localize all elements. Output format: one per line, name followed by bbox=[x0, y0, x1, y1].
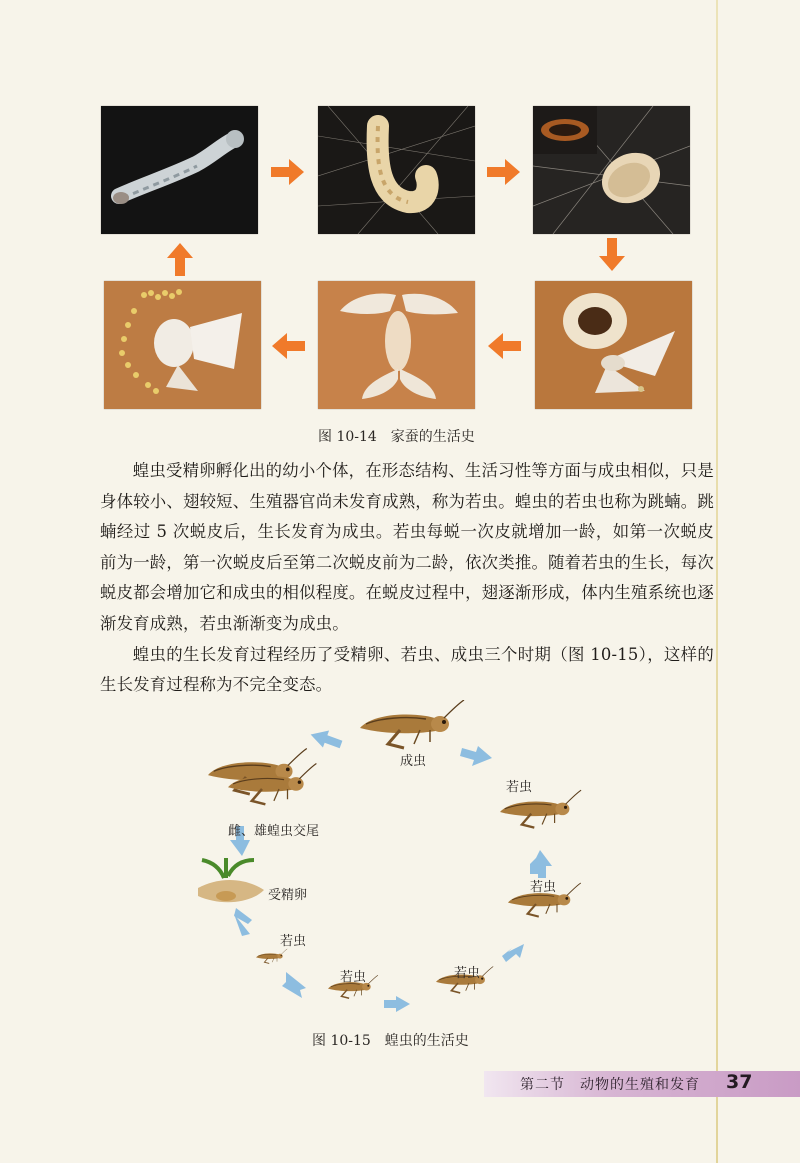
figure-caption-locust: 图 10-15 蝗虫的生活史 bbox=[312, 1033, 469, 1049]
photo-moth-mating bbox=[318, 281, 475, 409]
photo-silkworm-spinning bbox=[318, 106, 475, 234]
arrow-left-icon bbox=[487, 332, 521, 360]
arrow-left-icon bbox=[271, 332, 305, 360]
label-nymph-4: 若虫 bbox=[530, 880, 557, 895]
label-mating: 雌、雄蝗虫交尾 bbox=[228, 824, 320, 839]
paragraph-1: 蝗虫受精卵孵化出的幼小个体，在形态结构、生活习性等方面与成虫相似，只是身体较小、翅较短、生殖器官尚未发育成熟，称为若虫。蝗虫的若虫也称为跳蝻。跳蝻经过 5 次蜕皮后，生长发育为成虫。若虫每蜕一次皮就增加一龄，如第一次蜕皮前为一龄，第一次蜕皮后至第二次蜕皮前为二龄，依次类推。随着若虫的生长，每次蜕皮都会增加它和成虫的相似程度。在蜕皮过程中，翅逐渐形成，体内生殖系统也逐渐发育成熟，若虫渐渐变为成虫。 bbox=[100, 461, 714, 633]
arrow-icon bbox=[282, 972, 306, 998]
page-edge bbox=[716, 0, 718, 1163]
label-nymph-1: 若虫 bbox=[280, 934, 307, 949]
arrow-icon bbox=[502, 944, 524, 962]
figure-caption-silkworm: 图 10-14 家蚕的生活史 bbox=[318, 429, 475, 445]
adult-locust bbox=[360, 700, 464, 748]
locust-life-cycle-diagram bbox=[190, 700, 610, 1022]
photo-silkworm-cocoon bbox=[533, 106, 690, 234]
label-nymph-2: 若虫 bbox=[340, 970, 367, 985]
arrow-icon bbox=[308, 725, 344, 753]
footer-section-title: 第二节 动物的生殖和发育 bbox=[520, 1077, 700, 1093]
arrow-up-icon bbox=[166, 242, 194, 276]
photo-silkworm-larva bbox=[101, 106, 258, 234]
page-number: 37 bbox=[726, 1071, 753, 1093]
label-nymph-5: 若虫 bbox=[506, 780, 533, 795]
label-egg: 受精卵 bbox=[268, 888, 308, 903]
egg-pod bbox=[198, 858, 264, 902]
arrow-right-icon bbox=[271, 158, 305, 186]
arrow-icon bbox=[460, 746, 492, 766]
arrow-icon bbox=[234, 908, 252, 924]
arrow-down-icon bbox=[598, 238, 626, 272]
paragraph-2: 蝗虫的生长发育过程经历了受精卵、若虫、成虫三个时期（图 10-15），这样的生长发育过程称为不完全变态。 bbox=[100, 644, 714, 695]
photo-moth-emerging bbox=[535, 281, 692, 409]
nymph-stage-5 bbox=[500, 790, 581, 827]
body-text bbox=[100, 456, 714, 701]
arrow-right-icon bbox=[487, 158, 521, 186]
nymph-stage-1 bbox=[256, 949, 287, 963]
label-adult: 成虫 bbox=[400, 754, 427, 769]
label-nymph-3: 若虫 bbox=[454, 966, 481, 981]
arrow-icon bbox=[384, 996, 410, 1012]
photo-moth-laying-eggs bbox=[104, 281, 261, 409]
